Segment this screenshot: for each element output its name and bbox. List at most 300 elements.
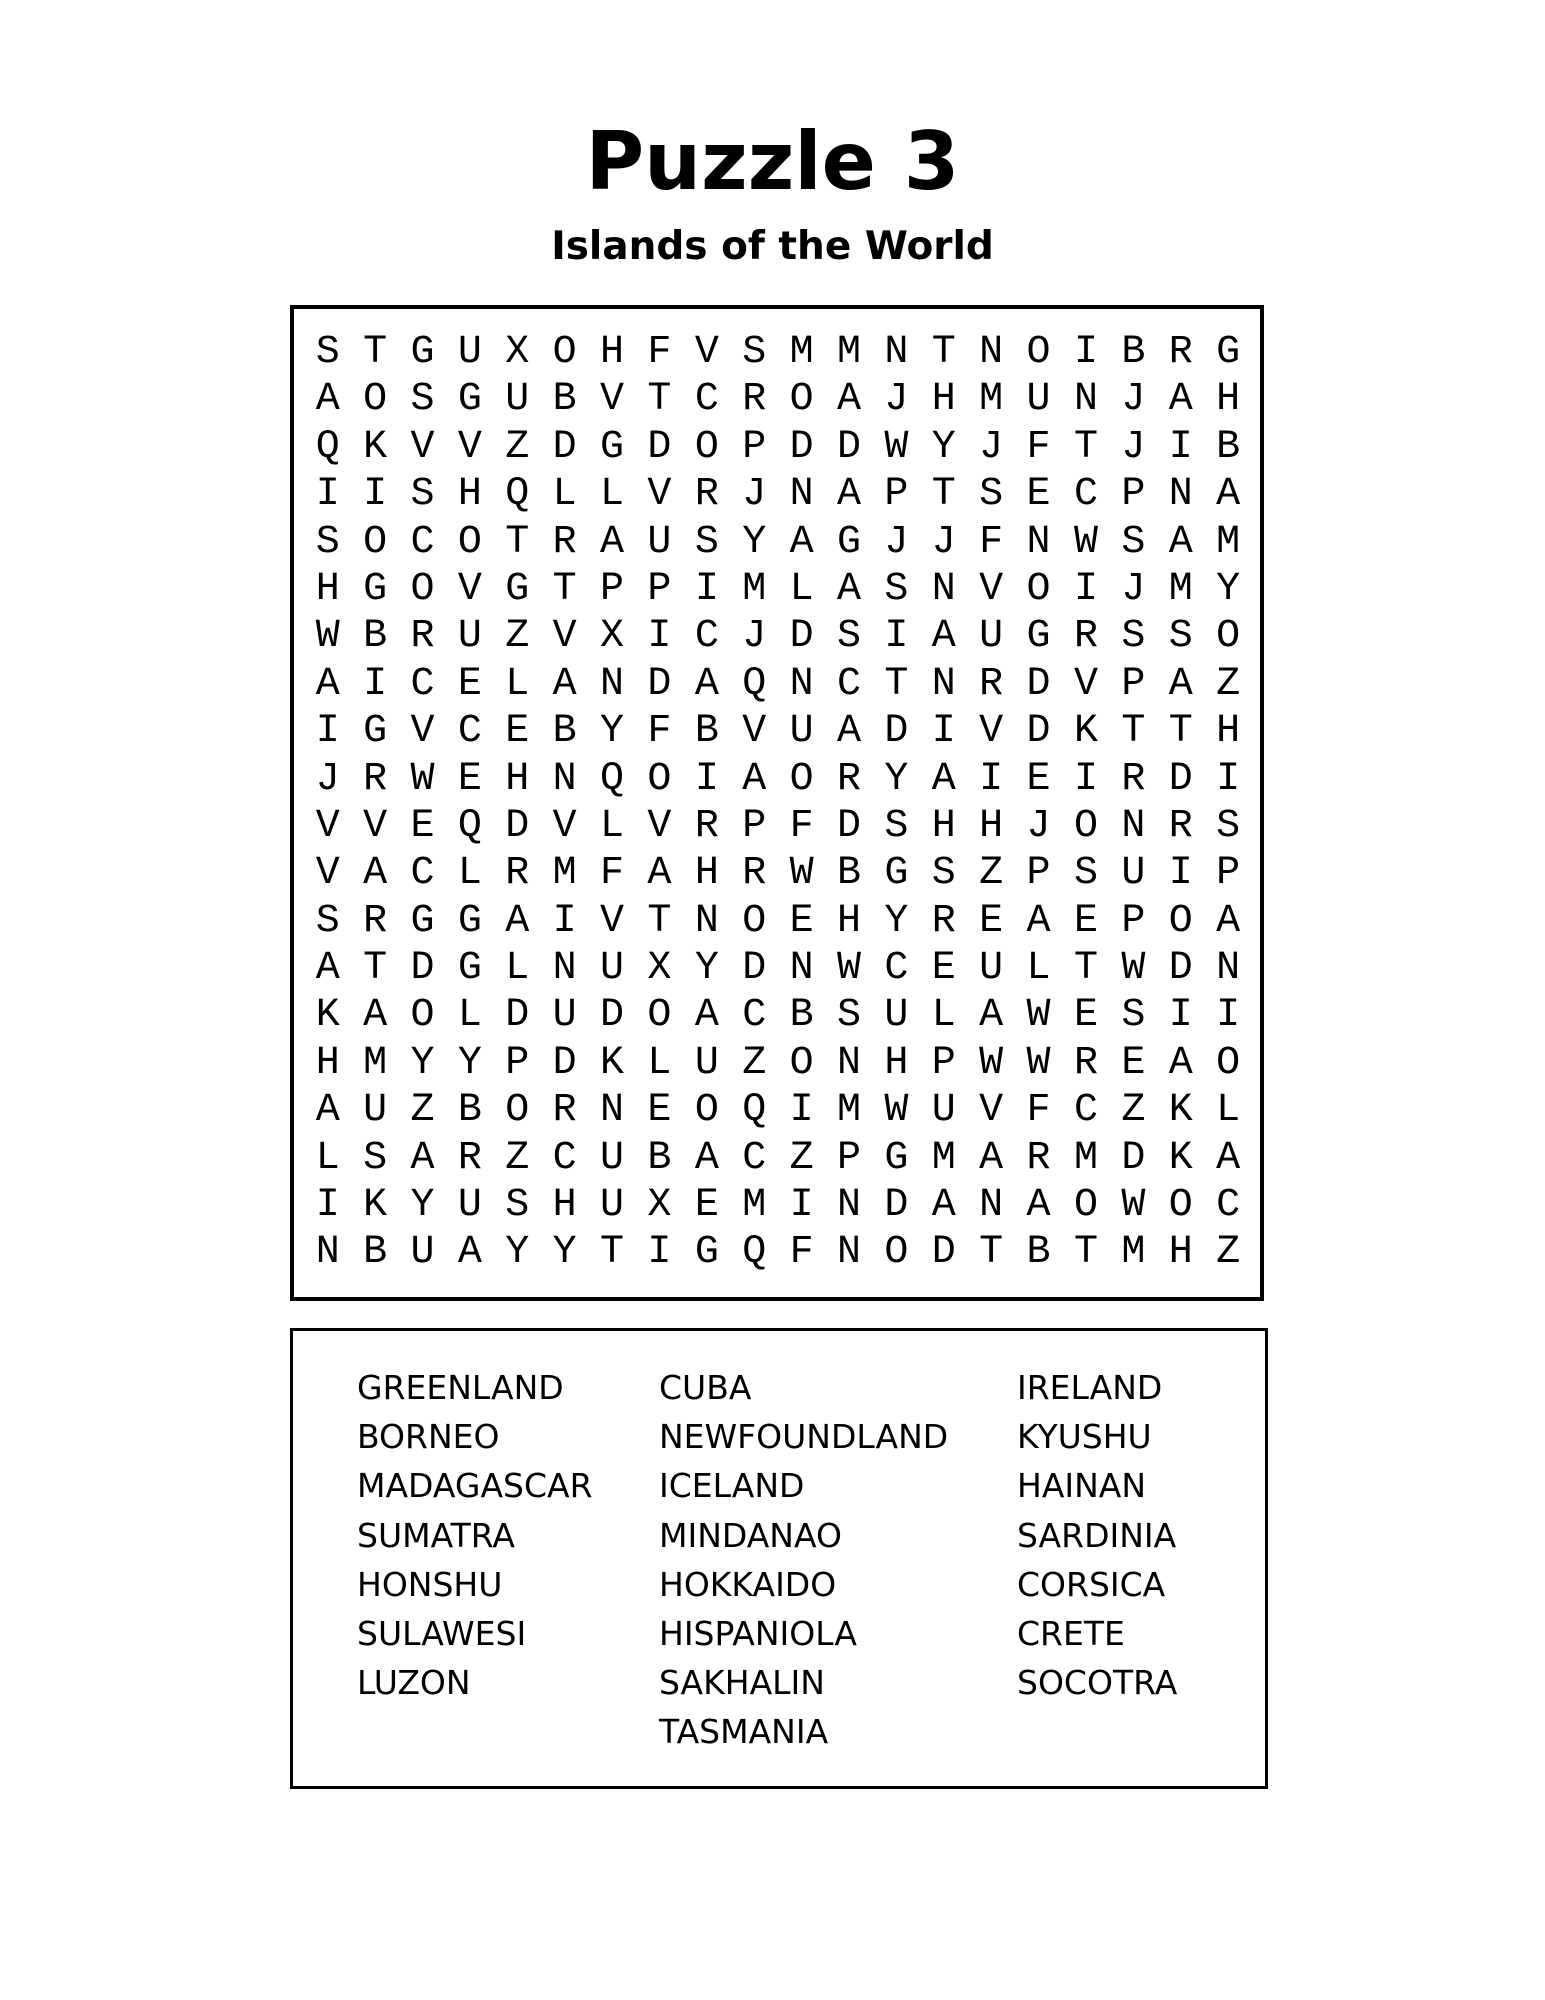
grid-letter[interactable]: N <box>1168 472 1193 518</box>
grid-letter[interactable]: J <box>884 377 909 423</box>
grid-letter[interactable]: C <box>552 1135 577 1181</box>
grid-letter[interactable]: P <box>742 424 767 470</box>
grid-letter[interactable]: S <box>410 472 435 518</box>
grid-letter[interactable]: D <box>552 1040 577 1086</box>
grid-letter[interactable]: Z <box>505 614 530 660</box>
grid-letter[interactable]: A <box>363 993 388 1039</box>
grid-letter[interactable]: G <box>457 946 482 992</box>
grid-letter[interactable]: S <box>884 803 909 849</box>
grid-letter[interactable]: O <box>789 756 814 802</box>
grid-letter[interactable]: H <box>836 898 861 944</box>
grid-letter[interactable]: V <box>363 803 388 849</box>
grid-letter[interactable]: N <box>600 661 625 707</box>
grid-letter[interactable]: D <box>552 424 577 470</box>
grid-letter[interactable]: O <box>884 1230 909 1276</box>
grid-letter[interactable]: B <box>363 614 388 660</box>
grid-letter[interactable]: F <box>789 803 814 849</box>
grid-letter[interactable]: C <box>1073 1088 1098 1134</box>
grid-letter[interactable]: R <box>1168 803 1193 849</box>
grid-letter[interactable]: J <box>742 472 767 518</box>
grid-letter[interactable]: N <box>1216 946 1241 992</box>
grid-letter[interactable]: A <box>836 377 861 423</box>
grid-letter[interactable]: K <box>315 993 340 1039</box>
grid-letter[interactable]: U <box>600 946 625 992</box>
grid-letter[interactable]: S <box>979 472 1004 518</box>
grid-letter[interactable]: A <box>979 993 1004 1039</box>
grid-letter[interactable]: C <box>694 614 719 660</box>
grid-letter[interactable]: S <box>1121 614 1146 660</box>
grid-letter[interactable]: D <box>789 424 814 470</box>
grid-letter[interactable]: U <box>457 330 482 375</box>
grid-letter[interactable]: W <box>410 756 435 802</box>
grid-letter[interactable]: A <box>1168 1040 1193 1086</box>
grid-letter[interactable]: G <box>457 377 482 423</box>
grid-letter[interactable]: J <box>1121 424 1146 470</box>
grid-letter[interactable]: T <box>647 377 672 423</box>
grid-letter[interactable]: Z <box>505 1135 530 1181</box>
grid-letter[interactable]: L <box>457 993 482 1039</box>
grid-letter[interactable]: A <box>1216 472 1241 518</box>
grid-letter[interactable]: C <box>1216 1183 1241 1229</box>
grid-letter[interactable]: R <box>552 1088 577 1134</box>
grid-letter[interactable]: Y <box>694 946 719 992</box>
grid-letter[interactable]: E <box>1026 756 1051 802</box>
grid-letter[interactable]: P <box>1121 661 1146 707</box>
grid-letter[interactable]: L <box>505 661 530 707</box>
grid-letter[interactable]: G <box>505 566 530 612</box>
grid-letter[interactable]: L <box>505 946 530 992</box>
grid-letter[interactable]: L <box>647 1040 672 1086</box>
grid-letter[interactable]: E <box>505 709 530 755</box>
grid-letter[interactable]: A <box>505 898 530 944</box>
grid-letter[interactable]: R <box>363 756 388 802</box>
grid-letter[interactable]: O <box>789 377 814 423</box>
grid-letter[interactable]: C <box>884 946 909 992</box>
grid-letter[interactable]: T <box>505 519 530 565</box>
grid-letter[interactable]: G <box>1216 330 1241 375</box>
grid-letter[interactable]: M <box>836 330 861 375</box>
grid-letter[interactable]: C <box>410 661 435 707</box>
grid-letter[interactable]: C <box>410 851 435 897</box>
grid-letter[interactable]: L <box>1216 1088 1241 1134</box>
grid-letter[interactable]: E <box>1026 472 1051 518</box>
grid-letter[interactable]: V <box>979 709 1004 755</box>
grid-letter[interactable]: D <box>884 1183 909 1229</box>
grid-letter[interactable]: V <box>552 614 577 660</box>
grid-letter[interactable]: Y <box>457 1040 482 1086</box>
grid-letter[interactable]: V <box>600 898 625 944</box>
grid-letter[interactable]: D <box>647 424 672 470</box>
grid-letter[interactable]: N <box>931 661 956 707</box>
grid-letter[interactable]: W <box>884 424 909 470</box>
grid-letter[interactable]: D <box>1026 709 1051 755</box>
grid-letter[interactable]: E <box>457 756 482 802</box>
grid-letter[interactable]: U <box>931 1088 956 1134</box>
grid-letter[interactable]: E <box>1121 1040 1146 1086</box>
grid-letter[interactable]: B <box>1216 424 1241 470</box>
grid-letter[interactable]: M <box>931 1135 956 1181</box>
grid-letter[interactable]: U <box>600 1135 625 1181</box>
grid-letter[interactable]: G <box>410 330 435 375</box>
grid-letter[interactable]: K <box>1168 1088 1193 1134</box>
grid-letter[interactable]: P <box>836 1135 861 1181</box>
grid-letter[interactable]: A <box>315 946 340 992</box>
grid-letter[interactable]: I <box>1073 566 1098 612</box>
grid-letter[interactable]: B <box>1026 1230 1051 1276</box>
grid-letter[interactable]: O <box>647 993 672 1039</box>
grid-letter[interactable]: Y <box>931 424 956 470</box>
grid-letter[interactable]: B <box>789 993 814 1039</box>
grid-letter[interactable]: I <box>552 898 577 944</box>
grid-letter[interactable]: V <box>979 566 1004 612</box>
grid-letter[interactable]: N <box>836 1183 861 1229</box>
grid-letter[interactable]: I <box>1168 851 1193 897</box>
grid-letter[interactable]: D <box>410 946 435 992</box>
grid-letter[interactable]: U <box>600 1183 625 1229</box>
grid-letter[interactable]: N <box>1073 377 1098 423</box>
grid-letter[interactable]: I <box>694 756 719 802</box>
grid-letter[interactable]: O <box>1216 1040 1241 1086</box>
grid-letter[interactable]: D <box>505 803 530 849</box>
grid-letter[interactable]: G <box>884 851 909 897</box>
grid-letter[interactable]: A <box>1216 1135 1241 1181</box>
grid-letter[interactable]: O <box>457 519 482 565</box>
grid-letter[interactable]: G <box>694 1230 719 1276</box>
grid-letter[interactable]: Q <box>742 1088 767 1134</box>
grid-letter[interactable]: Z <box>505 424 530 470</box>
grid-letter[interactable]: D <box>1168 756 1193 802</box>
grid-letter[interactable]: A <box>1168 519 1193 565</box>
grid-letter[interactable]: A <box>1168 377 1193 423</box>
grid-letter[interactable]: A <box>315 1088 340 1134</box>
grid-letter[interactable]: P <box>884 472 909 518</box>
grid-letter[interactable]: M <box>1073 1135 1098 1181</box>
grid-letter[interactable]: U <box>457 614 482 660</box>
grid-letter[interactable]: N <box>552 756 577 802</box>
grid-letter[interactable]: M <box>836 1088 861 1134</box>
grid-letter[interactable]: X <box>505 330 530 375</box>
grid-letter[interactable]: N <box>884 330 909 375</box>
grid-letter[interactable]: U <box>1121 851 1146 897</box>
grid-letter[interactable]: I <box>1073 756 1098 802</box>
grid-letter[interactable]: L <box>600 803 625 849</box>
grid-letter[interactable]: K <box>363 424 388 470</box>
grid-letter[interactable]: H <box>979 803 1004 849</box>
grid-letter[interactable]: L <box>789 566 814 612</box>
grid-letter[interactable]: A <box>1026 898 1051 944</box>
grid-letter[interactable]: U <box>363 1088 388 1134</box>
grid-letter[interactable]: C <box>742 993 767 1039</box>
grid-letter[interactable]: R <box>742 851 767 897</box>
grid-letter[interactable]: O <box>1073 1183 1098 1229</box>
grid-letter[interactable]: R <box>742 377 767 423</box>
grid-letter[interactable]: G <box>884 1135 909 1181</box>
grid-letter[interactable]: T <box>600 1230 625 1276</box>
grid-letter[interactable]: L <box>315 1135 340 1181</box>
grid-letter[interactable]: V <box>1073 661 1098 707</box>
grid-letter[interactable]: D <box>742 946 767 992</box>
grid-letter[interactable]: P <box>1216 851 1241 897</box>
grid-letter[interactable]: X <box>647 946 672 992</box>
grid-letter[interactable]: W <box>315 614 340 660</box>
grid-letter[interactable]: S <box>315 330 340 375</box>
grid-letter[interactable]: G <box>1026 614 1051 660</box>
grid-letter[interactable]: O <box>1073 803 1098 849</box>
grid-letter[interactable]: B <box>552 377 577 423</box>
grid-letter[interactable]: U <box>505 377 530 423</box>
grid-letter[interactable]: A <box>742 756 767 802</box>
grid-letter[interactable]: C <box>836 661 861 707</box>
grid-letter[interactable]: I <box>979 756 1004 802</box>
grid-letter[interactable]: A <box>789 519 814 565</box>
grid-letter[interactable]: T <box>552 566 577 612</box>
grid-letter[interactable]: B <box>457 1088 482 1134</box>
grid-letter[interactable]: A <box>836 472 861 518</box>
grid-letter[interactable]: A <box>600 519 625 565</box>
grid-letter[interactable]: Z <box>1216 1230 1241 1276</box>
grid-letter[interactable]: I <box>315 709 340 755</box>
grid-letter[interactable]: G <box>410 898 435 944</box>
grid-letter[interactable]: C <box>410 519 435 565</box>
grid-letter[interactable]: E <box>979 898 1004 944</box>
grid-letter[interactable]: L <box>1026 946 1051 992</box>
grid-letter[interactable]: C <box>457 709 482 755</box>
grid-letter[interactable]: M <box>363 1040 388 1086</box>
grid-letter[interactable]: A <box>931 756 956 802</box>
grid-letter[interactable]: E <box>1073 993 1098 1039</box>
grid-letter[interactable]: O <box>647 756 672 802</box>
grid-letter[interactable]: K <box>363 1183 388 1229</box>
grid-letter[interactable]: A <box>1026 1183 1051 1229</box>
grid-letter[interactable]: T <box>1121 709 1146 755</box>
grid-letter[interactable]: F <box>647 709 672 755</box>
grid-letter[interactable]: B <box>552 709 577 755</box>
grid-letter[interactable]: V <box>315 803 340 849</box>
grid-letter[interactable]: Y <box>505 1230 530 1276</box>
grid-letter[interactable]: N <box>836 1230 861 1276</box>
grid-letter[interactable]: O <box>694 1088 719 1134</box>
grid-letter[interactable]: Z <box>742 1040 767 1086</box>
grid-letter[interactable]: A <box>552 661 577 707</box>
grid-letter[interactable]: H <box>931 377 956 423</box>
grid-letter[interactable]: Q <box>315 424 340 470</box>
grid-letter[interactable]: H <box>1216 709 1241 755</box>
grid-letter[interactable]: E <box>457 661 482 707</box>
grid-letter[interactable]: H <box>1168 1230 1193 1276</box>
grid-letter[interactable]: A <box>694 661 719 707</box>
grid-letter[interactable]: D <box>931 1230 956 1276</box>
grid-letter[interactable]: N <box>1121 803 1146 849</box>
grid-letter[interactable]: J <box>742 614 767 660</box>
grid-letter[interactable]: N <box>931 566 956 612</box>
grid-letter[interactable]: B <box>836 851 861 897</box>
grid-letter[interactable]: C <box>742 1135 767 1181</box>
grid-letter[interactable]: T <box>1073 946 1098 992</box>
grid-letter[interactable]: L <box>552 472 577 518</box>
grid-letter[interactable]: V <box>647 472 672 518</box>
grid-letter[interactable]: Z <box>1216 661 1241 707</box>
grid-letter[interactable]: N <box>1026 519 1051 565</box>
grid-letter[interactable]: O <box>363 519 388 565</box>
grid-letter[interactable]: W <box>836 946 861 992</box>
grid-letter[interactable]: I <box>363 661 388 707</box>
grid-letter[interactable]: W <box>1026 993 1051 1039</box>
grid-letter[interactable]: G <box>363 709 388 755</box>
grid-letter[interactable]: P <box>931 1040 956 1086</box>
grid-letter[interactable]: S <box>363 1135 388 1181</box>
grid-letter[interactable]: B <box>1121 330 1146 375</box>
grid-letter[interactable]: O <box>1026 566 1051 612</box>
grid-letter[interactable]: S <box>1121 519 1146 565</box>
grid-letter[interactable]: E <box>931 946 956 992</box>
grid-letter[interactable]: Z <box>979 851 1004 897</box>
grid-letter[interactable]: O <box>1168 1183 1193 1229</box>
grid-letter[interactable]: A <box>694 1135 719 1181</box>
grid-letter[interactable]: O <box>505 1088 530 1134</box>
grid-letter[interactable]: A <box>836 566 861 612</box>
grid-letter[interactable]: A <box>1168 661 1193 707</box>
grid-letter[interactable]: J <box>315 756 340 802</box>
grid-letter[interactable]: S <box>1121 993 1146 1039</box>
grid-letter[interactable]: D <box>789 614 814 660</box>
grid-letter[interactable]: L <box>600 472 625 518</box>
grid-letter[interactable]: M <box>1121 1230 1146 1276</box>
grid-letter[interactable]: J <box>979 424 1004 470</box>
grid-letter[interactable]: R <box>979 661 1004 707</box>
grid-letter[interactable]: D <box>836 424 861 470</box>
grid-letter[interactable]: V <box>552 803 577 849</box>
grid-letter[interactable]: G <box>457 898 482 944</box>
grid-letter[interactable]: I <box>315 1183 340 1229</box>
grid-letter[interactable]: P <box>1121 898 1146 944</box>
grid-letter[interactable]: U <box>1026 377 1051 423</box>
grid-letter[interactable]: R <box>1121 756 1146 802</box>
grid-letter[interactable]: H <box>457 472 482 518</box>
grid-letter[interactable]: A <box>457 1230 482 1276</box>
grid-letter[interactable]: U <box>410 1230 435 1276</box>
grid-letter[interactable]: I <box>1216 993 1241 1039</box>
grid-letter[interactable]: N <box>315 1230 340 1276</box>
grid-letter[interactable]: U <box>884 993 909 1039</box>
grid-letter[interactable]: A <box>315 377 340 423</box>
grid-letter[interactable]: H <box>600 330 625 375</box>
grid-letter[interactable]: D <box>647 661 672 707</box>
grid-letter[interactable]: A <box>931 1183 956 1229</box>
grid-letter[interactable]: I <box>1168 424 1193 470</box>
grid-letter[interactable]: T <box>979 1230 1004 1276</box>
grid-letter[interactable]: P <box>1121 472 1146 518</box>
grid-letter[interactable]: N <box>789 946 814 992</box>
grid-letter[interactable]: B <box>363 1230 388 1276</box>
grid-letter[interactable]: U <box>979 614 1004 660</box>
grid-letter[interactable]: C <box>694 377 719 423</box>
grid-letter[interactable]: E <box>694 1183 719 1229</box>
grid-letter[interactable]: S <box>836 993 861 1039</box>
grid-letter[interactable]: T <box>931 330 956 375</box>
grid-letter[interactable]: W <box>789 851 814 897</box>
grid-letter[interactable]: A <box>363 851 388 897</box>
grid-letter[interactable]: T <box>363 946 388 992</box>
grid-letter[interactable]: G <box>363 566 388 612</box>
grid-letter[interactable]: U <box>694 1040 719 1086</box>
grid-letter[interactable]: K <box>1073 709 1098 755</box>
grid-letter[interactable]: S <box>836 614 861 660</box>
grid-letter[interactable]: R <box>1026 1135 1051 1181</box>
grid-letter[interactable]: D <box>1168 946 1193 992</box>
grid-letter[interactable]: S <box>1216 803 1241 849</box>
grid-letter[interactable]: A <box>979 1135 1004 1181</box>
grid-letter[interactable]: W <box>1026 1040 1051 1086</box>
grid-letter[interactable]: S <box>1168 614 1193 660</box>
grid-letter[interactable]: W <box>1121 1183 1146 1229</box>
grid-letter[interactable]: H <box>1216 377 1241 423</box>
grid-letter[interactable]: N <box>789 472 814 518</box>
grid-letter[interactable]: I <box>789 1088 814 1134</box>
grid-letter[interactable]: I <box>884 614 909 660</box>
grid-letter[interactable]: M <box>552 851 577 897</box>
grid-letter[interactable]: R <box>931 898 956 944</box>
grid-letter[interactable]: T <box>363 330 388 375</box>
grid-letter[interactable]: I <box>694 566 719 612</box>
grid-letter[interactable]: A <box>315 661 340 707</box>
grid-letter[interactable]: W <box>884 1088 909 1134</box>
grid-letter[interactable]: S <box>742 330 767 375</box>
grid-letter[interactable]: N <box>979 330 1004 375</box>
grid-letter[interactable]: J <box>1026 803 1051 849</box>
grid-letter[interactable]: R <box>410 614 435 660</box>
grid-letter[interactable]: I <box>363 472 388 518</box>
grid-letter[interactable]: Y <box>410 1183 435 1229</box>
grid-letter[interactable]: Y <box>1216 566 1241 612</box>
grid-letter[interactable]: L <box>931 993 956 1039</box>
grid-letter[interactable]: I <box>315 472 340 518</box>
grid-letter[interactable]: H <box>884 1040 909 1086</box>
grid-letter[interactable]: V <box>410 424 435 470</box>
grid-letter[interactable]: T <box>1168 709 1193 755</box>
grid-letter[interactable]: P <box>1026 851 1051 897</box>
grid-letter[interactable]: F <box>1026 424 1051 470</box>
grid-letter[interactable]: A <box>931 614 956 660</box>
grid-letter[interactable]: M <box>1216 519 1241 565</box>
grid-letter[interactable]: R <box>552 519 577 565</box>
grid-letter[interactable]: I <box>931 709 956 755</box>
grid-letter[interactable]: N <box>694 898 719 944</box>
grid-letter[interactable]: S <box>410 377 435 423</box>
grid-letter[interactable]: R <box>1073 1040 1098 1086</box>
grid-letter[interactable]: F <box>789 1230 814 1276</box>
grid-letter[interactable]: E <box>647 1088 672 1134</box>
grid-letter[interactable]: V <box>979 1088 1004 1134</box>
grid-letter[interactable]: V <box>410 709 435 755</box>
grid-letter[interactable]: Y <box>410 1040 435 1086</box>
grid-letter[interactable]: M <box>742 1183 767 1229</box>
grid-letter[interactable]: S <box>931 851 956 897</box>
grid-letter[interactable]: Q <box>600 756 625 802</box>
grid-letter[interactable]: P <box>505 1040 530 1086</box>
grid-letter[interactable]: O <box>694 424 719 470</box>
grid-letter[interactable]: R <box>505 851 530 897</box>
grid-letter[interactable]: W <box>979 1040 1004 1086</box>
grid-letter[interactable]: R <box>457 1135 482 1181</box>
grid-letter[interactable]: R <box>836 756 861 802</box>
grid-letter[interactable]: A <box>836 709 861 755</box>
grid-letter[interactable]: O <box>789 1040 814 1086</box>
grid-letter[interactable]: H <box>694 851 719 897</box>
grid-letter[interactable]: B <box>647 1135 672 1181</box>
grid-letter[interactable]: N <box>789 661 814 707</box>
grid-letter[interactable]: M <box>1168 566 1193 612</box>
grid-letter[interactable]: Y <box>600 709 625 755</box>
